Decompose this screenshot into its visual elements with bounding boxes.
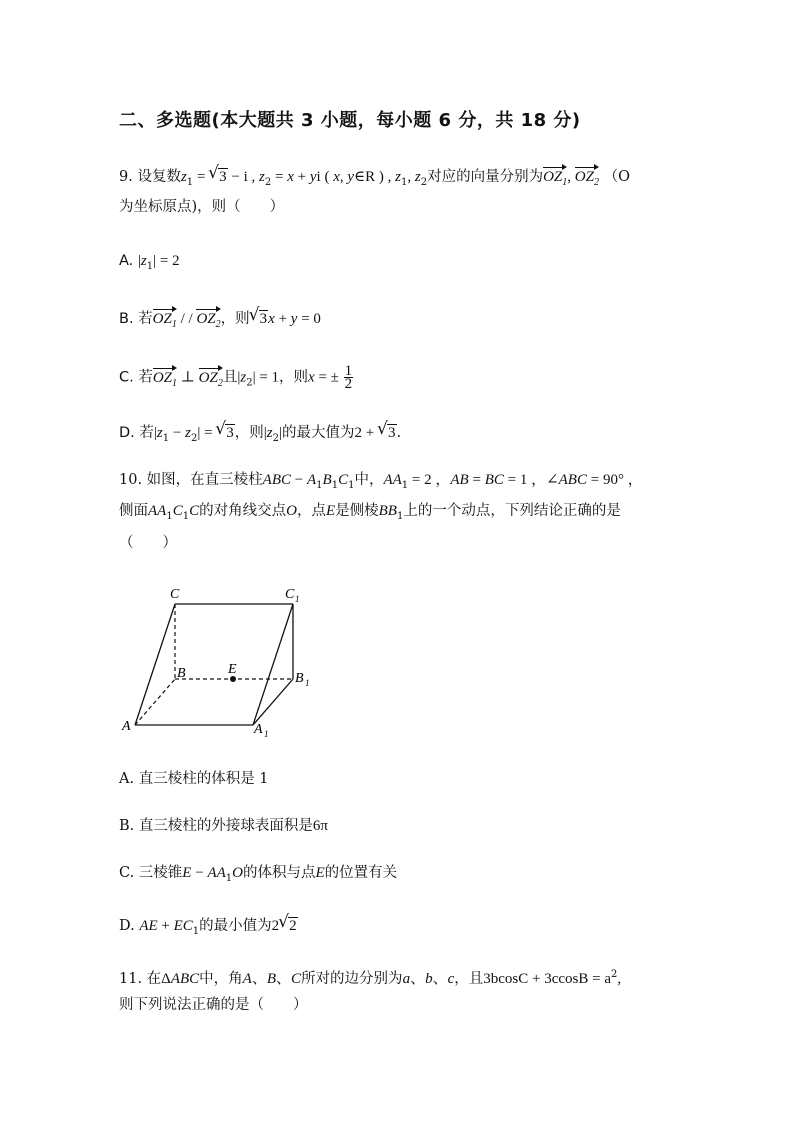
q10-option-b: B. 直三棱柱的外接球表面积是6π (119, 818, 328, 834)
label-a1: A (254, 722, 263, 737)
q9-tail: （O (603, 169, 630, 185)
label-b1: B (295, 671, 304, 686)
label-a: A (122, 719, 131, 734)
label-c1-sub: 1 (295, 594, 300, 604)
q10-option-c: C. 三棱锥$E - AA_1O$的体积与点E的位置有关 (119, 865, 398, 884)
q9-line1: 9. 设复数$z_1$ = √ 3 − i , $z_2 = x$ + yi ( x, y∈R ) , $z_1$, $z_2$对应的向量分别为$OZ_1$, $OZ_2$ （O (119, 166, 630, 194)
section-title: 二、多选题(本大题共 3 小题，每小题 6 分，共 18 分) (119, 110, 581, 131)
label-b: B (177, 666, 186, 681)
q9-option-a: A. $|z_1| = 2$ (119, 253, 180, 272)
q11-line2: 则下列说法正确的是（ ） (119, 997, 308, 1013)
label-c1: C (285, 587, 295, 602)
label-a1-sub: 1 (264, 729, 269, 739)
prism-figure (115, 578, 325, 740)
q10-option-a: A. 直三棱柱的体积是 1 (119, 771, 269, 787)
q9-number: 9. (119, 169, 133, 185)
q9-lead: 设复数 (137, 169, 181, 185)
q10-option-d: D. AE + $EC_1$的最小值为2√ 2 (119, 915, 298, 943)
q9-line2: 为坐标原点)，则（ ） (119, 199, 285, 215)
q10-line1: 10. 如图，在直三棱柱ABC − $A_1B_1C_1$中，$AA_1 = 2$ ，AB = BC = 1 ，∠ABC = 90° ， (119, 472, 643, 491)
q9-option-c: C. 若$OZ_1$ ⊥ $OZ_2$且$|z_2| = 1$，则x = ± $\frac{1}{2}$ (119, 365, 354, 395)
q9-mid-text: 对应的向量分别为 (427, 169, 544, 185)
q9-option-d: D. 若$|z_1 - z_2|$ = √ 3，则$|z_2|$的最大值为2 + √ 3. (119, 422, 401, 450)
q9-option-b: B. 若$OZ_1$ / / $OZ_2$，则√ 3x + y = 0 (119, 308, 321, 336)
label-e: E (228, 662, 237, 677)
q10-line2: 侧面$AA_1C_1C$的对角线交点O，点E是侧棱$BB_1$上的一个动点，下列结论正确的是 (119, 503, 621, 522)
label-b1-sub: 1 (305, 678, 310, 688)
q11-line1: 11. 在ΔABC中，角A、B、C所对的边分别为a、b、c，且$3bcosC + 3ccosB = a^2$, (119, 969, 622, 987)
label-c: C (170, 587, 180, 602)
q10-line3: （ ） (119, 535, 177, 551)
